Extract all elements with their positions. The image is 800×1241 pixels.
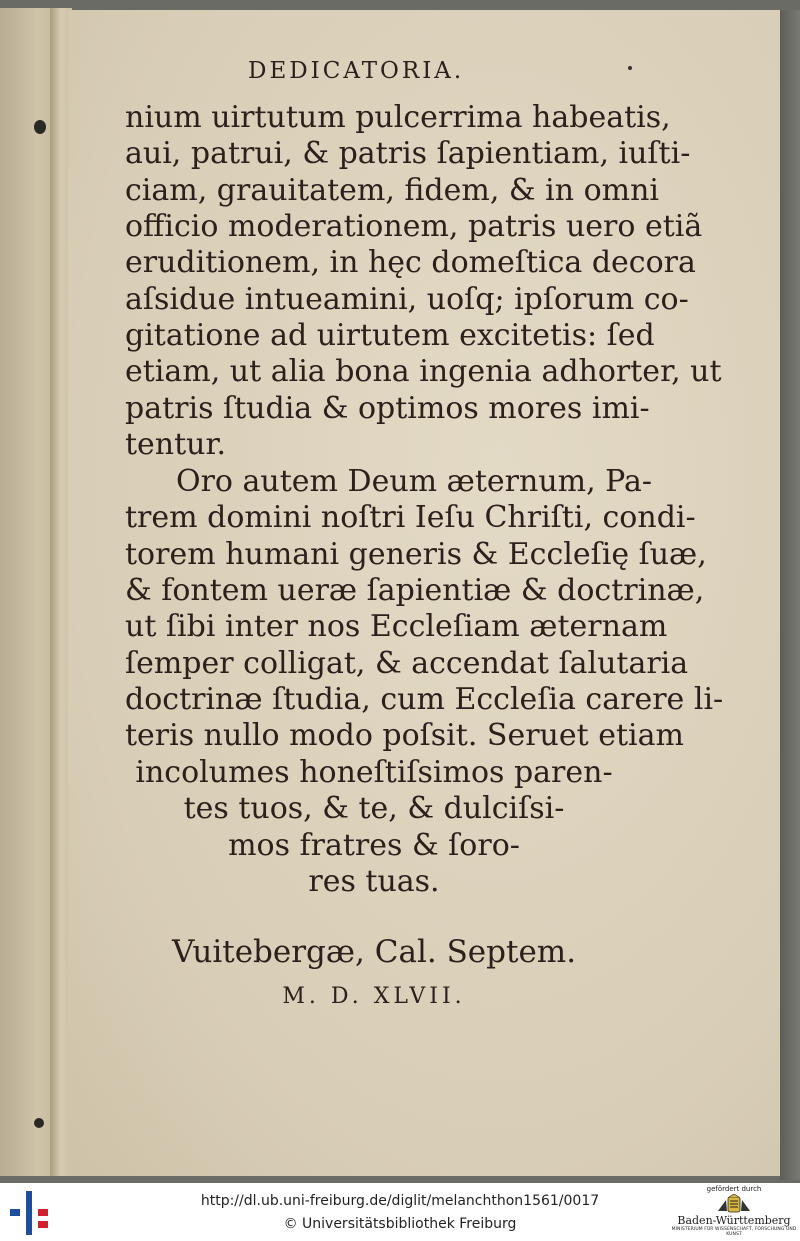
- text-line: ciam, grauitatem, fidem, & in omni: [125, 173, 660, 208]
- text-line: patris ſtudia & optimos mores imi-: [125, 391, 650, 426]
- text-line: torem humani generis & Eccleſię ſuæ,: [125, 537, 707, 572]
- text-line: ut ſibi inter nos Eccleſiam æternam: [125, 609, 668, 644]
- text-line: doctrinæ ſtudia, cum Eccleſia carere li-: [125, 682, 724, 717]
- binding-hole: [34, 1118, 44, 1128]
- text-line: tes tuos, & te, & dulciſsi-: [183, 791, 565, 826]
- text-line: incolumes honeſtiſsimos paren-: [135, 755, 613, 790]
- sponsor-label: gefördert durch: [706, 1185, 762, 1193]
- text-line: tentur.: [125, 427, 227, 462]
- coat-of-arms-icon: [714, 1194, 754, 1214]
- imprint-year: M. D. XLVII.: [282, 984, 466, 1009]
- sponsor-badge[interactable]: [670, 1184, 798, 1240]
- text-line: nium uirtutum pulcerrima habeatis,: [125, 100, 671, 135]
- text-line: aui, patrui, & patris ſapientiam, iuſti-: [125, 136, 691, 171]
- ink-speck: [628, 66, 632, 70]
- text-line: eruditionem, in hęc domeſtica decora: [125, 245, 696, 280]
- text-line: teris nullo modo poſsit. Seruet etiam: [125, 718, 684, 753]
- running-head: DEDICATORIA.: [248, 58, 465, 84]
- text-line: etiam, ut alia bona ingenia adhorter, ut: [125, 354, 722, 389]
- text-line: officio moderationem, patris uero etiã: [125, 209, 703, 244]
- text-line: & fontem ueræ ſapientiæ & doctrinæ,: [125, 573, 705, 608]
- text-line: mos fratres & ſoro-: [228, 828, 520, 863]
- binding-hole: [34, 120, 46, 134]
- copyright-notice: © Universitätsbibliothek Freiburg: [283, 1216, 517, 1232]
- text-line: Oro autem Deum æternum, Pa-: [176, 464, 653, 499]
- text-line: ſemper colligat, & accendat ſalutaria: [125, 646, 689, 681]
- sponsor-name: Baden-Württemberg: [677, 1214, 791, 1227]
- place-date: Vuitebergæ, Cal. Septem.: [171, 934, 577, 970]
- text-line: aſsidue intueamini, uoſq; ipſorum co-: [125, 282, 689, 317]
- text-line: res tuas.: [308, 864, 440, 899]
- text-line: trem domini noſtri Ieſu Chriſti, condi-: [125, 500, 696, 535]
- text-line: gitatione ad uirtutem excitetis: ſed: [125, 318, 655, 353]
- sponsor-ministry: MINISTERIUM FÜR WISSENSCHAFT, FORSCHUNG UND KUNST: [671, 1227, 797, 1237]
- page-edge-right: [780, 10, 800, 1180]
- permalink-url[interactable]: http://dl.ub.uni-freiburg.de/diglit/melanchthon1561/0017: [200, 1193, 600, 1209]
